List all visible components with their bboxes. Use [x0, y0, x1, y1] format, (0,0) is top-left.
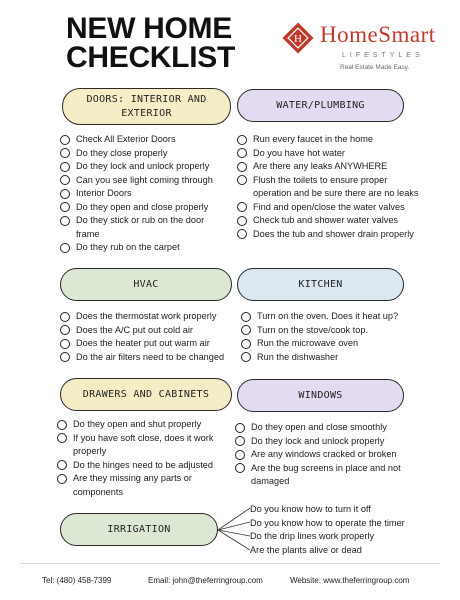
checkbox-icon	[237, 148, 247, 158]
list-item[interactable]: Do they lock and unlock properly	[235, 435, 420, 449]
checkbox-icon	[60, 202, 70, 212]
logo-brand: HomeSmart	[320, 22, 436, 47]
checkbox-icon	[237, 135, 247, 145]
list-item[interactable]: Does the heater put out warm air	[60, 337, 235, 351]
checkbox-icon	[237, 202, 247, 212]
windows-list	[235, 421, 420, 489]
homesmart-logo	[282, 18, 447, 76]
checkbox-icon	[237, 229, 247, 239]
checkbox-icon	[57, 433, 67, 443]
hvac-heading: HVAC	[60, 268, 232, 301]
drawers-cabinets-list	[57, 418, 227, 499]
checkbox-icon	[60, 352, 70, 362]
title-line-1: NEW HOME	[66, 12, 232, 45]
checkbox-icon	[60, 148, 70, 158]
checkbox-icon	[241, 312, 251, 322]
list-item[interactable]: Turn on the stove/cook top.	[241, 324, 421, 338]
checkbox-icon	[237, 162, 247, 172]
list-item[interactable]: Are they missing any parts or components	[57, 472, 227, 499]
checkbox-icon	[241, 325, 251, 335]
doors-heading-line-1: DOORS: INTERIOR AND	[86, 93, 207, 105]
footer-divider	[20, 563, 440, 564]
list-item[interactable]: Are there any leaks ANYWHERE	[237, 160, 422, 174]
svg-text:H: H	[294, 33, 302, 45]
list-item[interactable]: Do you have hot water	[237, 147, 422, 161]
doors-list	[60, 133, 220, 255]
list-item[interactable]: Do the hinges need to be adjusted	[57, 459, 227, 473]
checkbox-icon	[235, 423, 245, 433]
logo-sub: LIFESTYLES	[342, 52, 424, 59]
water-plumbing-list	[237, 133, 422, 241]
list-item: Do you know how to operate the timer	[250, 517, 405, 528]
irrigation-heading: IRRIGATION	[60, 513, 218, 546]
checkbox-icon	[241, 339, 251, 349]
checkbox-icon	[60, 162, 70, 172]
checkbox-icon	[237, 175, 247, 185]
checkbox-icon	[57, 474, 67, 484]
windows-heading: WINDOWS	[237, 379, 404, 412]
checkbox-icon	[235, 436, 245, 446]
checkbox-icon	[60, 243, 70, 253]
list-item[interactable]: Run the dishwasher	[241, 351, 421, 365]
list-item[interactable]: Do they close properly	[60, 147, 220, 161]
list-item[interactable]: Run the microwave oven	[241, 337, 421, 351]
list-item[interactable]: Are the bug screens in place and not damaged	[235, 462, 420, 489]
list-item[interactable]: Run every faucet in the home	[237, 133, 422, 147]
list-item[interactable]: Check All Exterior Doors	[60, 133, 220, 147]
checkbox-icon	[60, 175, 70, 185]
checkbox-icon	[57, 420, 67, 430]
water-plumbing-heading: WATER/PLUMBING	[237, 89, 404, 122]
list-item[interactable]: Do they open and shut properly	[57, 418, 227, 432]
list-item: Do the drip lines work properly	[250, 531, 375, 542]
checkbox-icon	[235, 463, 245, 473]
list-item[interactable]: Does the thermostat work properly	[60, 310, 235, 324]
list-item[interactable]: Does the tub and shower drain properly	[237, 228, 422, 242]
list-item[interactable]: Do the air filters need to be changed	[60, 351, 235, 365]
title-line-2: CHECKLIST	[66, 41, 235, 74]
list-item[interactable]: Are any windows cracked or broken	[235, 448, 420, 462]
list-item[interactable]: Find and open/close the water valves	[237, 201, 422, 215]
list-item[interactable]: Do they open and close properly	[60, 201, 220, 215]
list-item[interactable]: If you have soft close, does it work properly	[57, 432, 227, 459]
house-logo-icon	[282, 22, 314, 54]
list-item[interactable]: Interior Doors	[60, 187, 220, 201]
kitchen-list	[241, 310, 421, 364]
list-item[interactable]: Do they stick or rub on the door frame	[60, 214, 220, 241]
checkbox-icon	[60, 339, 70, 349]
kitchen-heading: KITCHEN	[237, 268, 404, 301]
hvac-list	[60, 310, 235, 364]
list-item[interactable]: Check tub and shower water valves	[237, 214, 422, 228]
footer-email[interactable]: Email: john@theferringroup.com	[148, 576, 263, 585]
checkbox-icon	[237, 216, 247, 226]
drawers-cabinets-heading: DRAWERS AND CABINETS	[60, 378, 232, 411]
checkbox-icon	[235, 450, 245, 460]
logo-tagline: Real Estate Made Easy.	[340, 64, 410, 71]
checkbox-icon	[60, 135, 70, 145]
checkbox-icon	[60, 189, 70, 199]
doors-heading-line-2: EXTERIOR	[121, 107, 172, 119]
checkbox-icon	[60, 325, 70, 335]
checkbox-icon	[57, 460, 67, 470]
list-item: Do you know how to turn it off	[250, 504, 371, 514]
checkbox-icon	[60, 216, 70, 226]
list-item: Are the plants alive or dead	[250, 544, 362, 555]
footer-tel: Tel: (480) 458-7399	[42, 576, 112, 585]
checkbox-icon	[60, 312, 70, 322]
list-item[interactable]: Flush the toilets to ensure proper operation and be sure there are no leaks	[237, 174, 422, 201]
doors-heading	[62, 88, 231, 125]
list-item[interactable]: Do they rub on the carpet	[60, 241, 220, 255]
list-item[interactable]: Turn on the oven. Does it heat up?	[241, 310, 421, 324]
page-title	[66, 14, 235, 72]
list-item[interactable]: Can you see light coming through	[60, 174, 220, 188]
list-item[interactable]: Do they open and close smoothly	[235, 421, 420, 435]
irrigation-list	[250, 503, 405, 557]
list-item[interactable]: Does the A/C put out cold air	[60, 324, 235, 338]
list-item[interactable]: Do they lock and unlock properly	[60, 160, 220, 174]
footer-website[interactable]: Website: www.theferringroup.com	[290, 576, 410, 585]
checkbox-icon	[241, 352, 251, 362]
